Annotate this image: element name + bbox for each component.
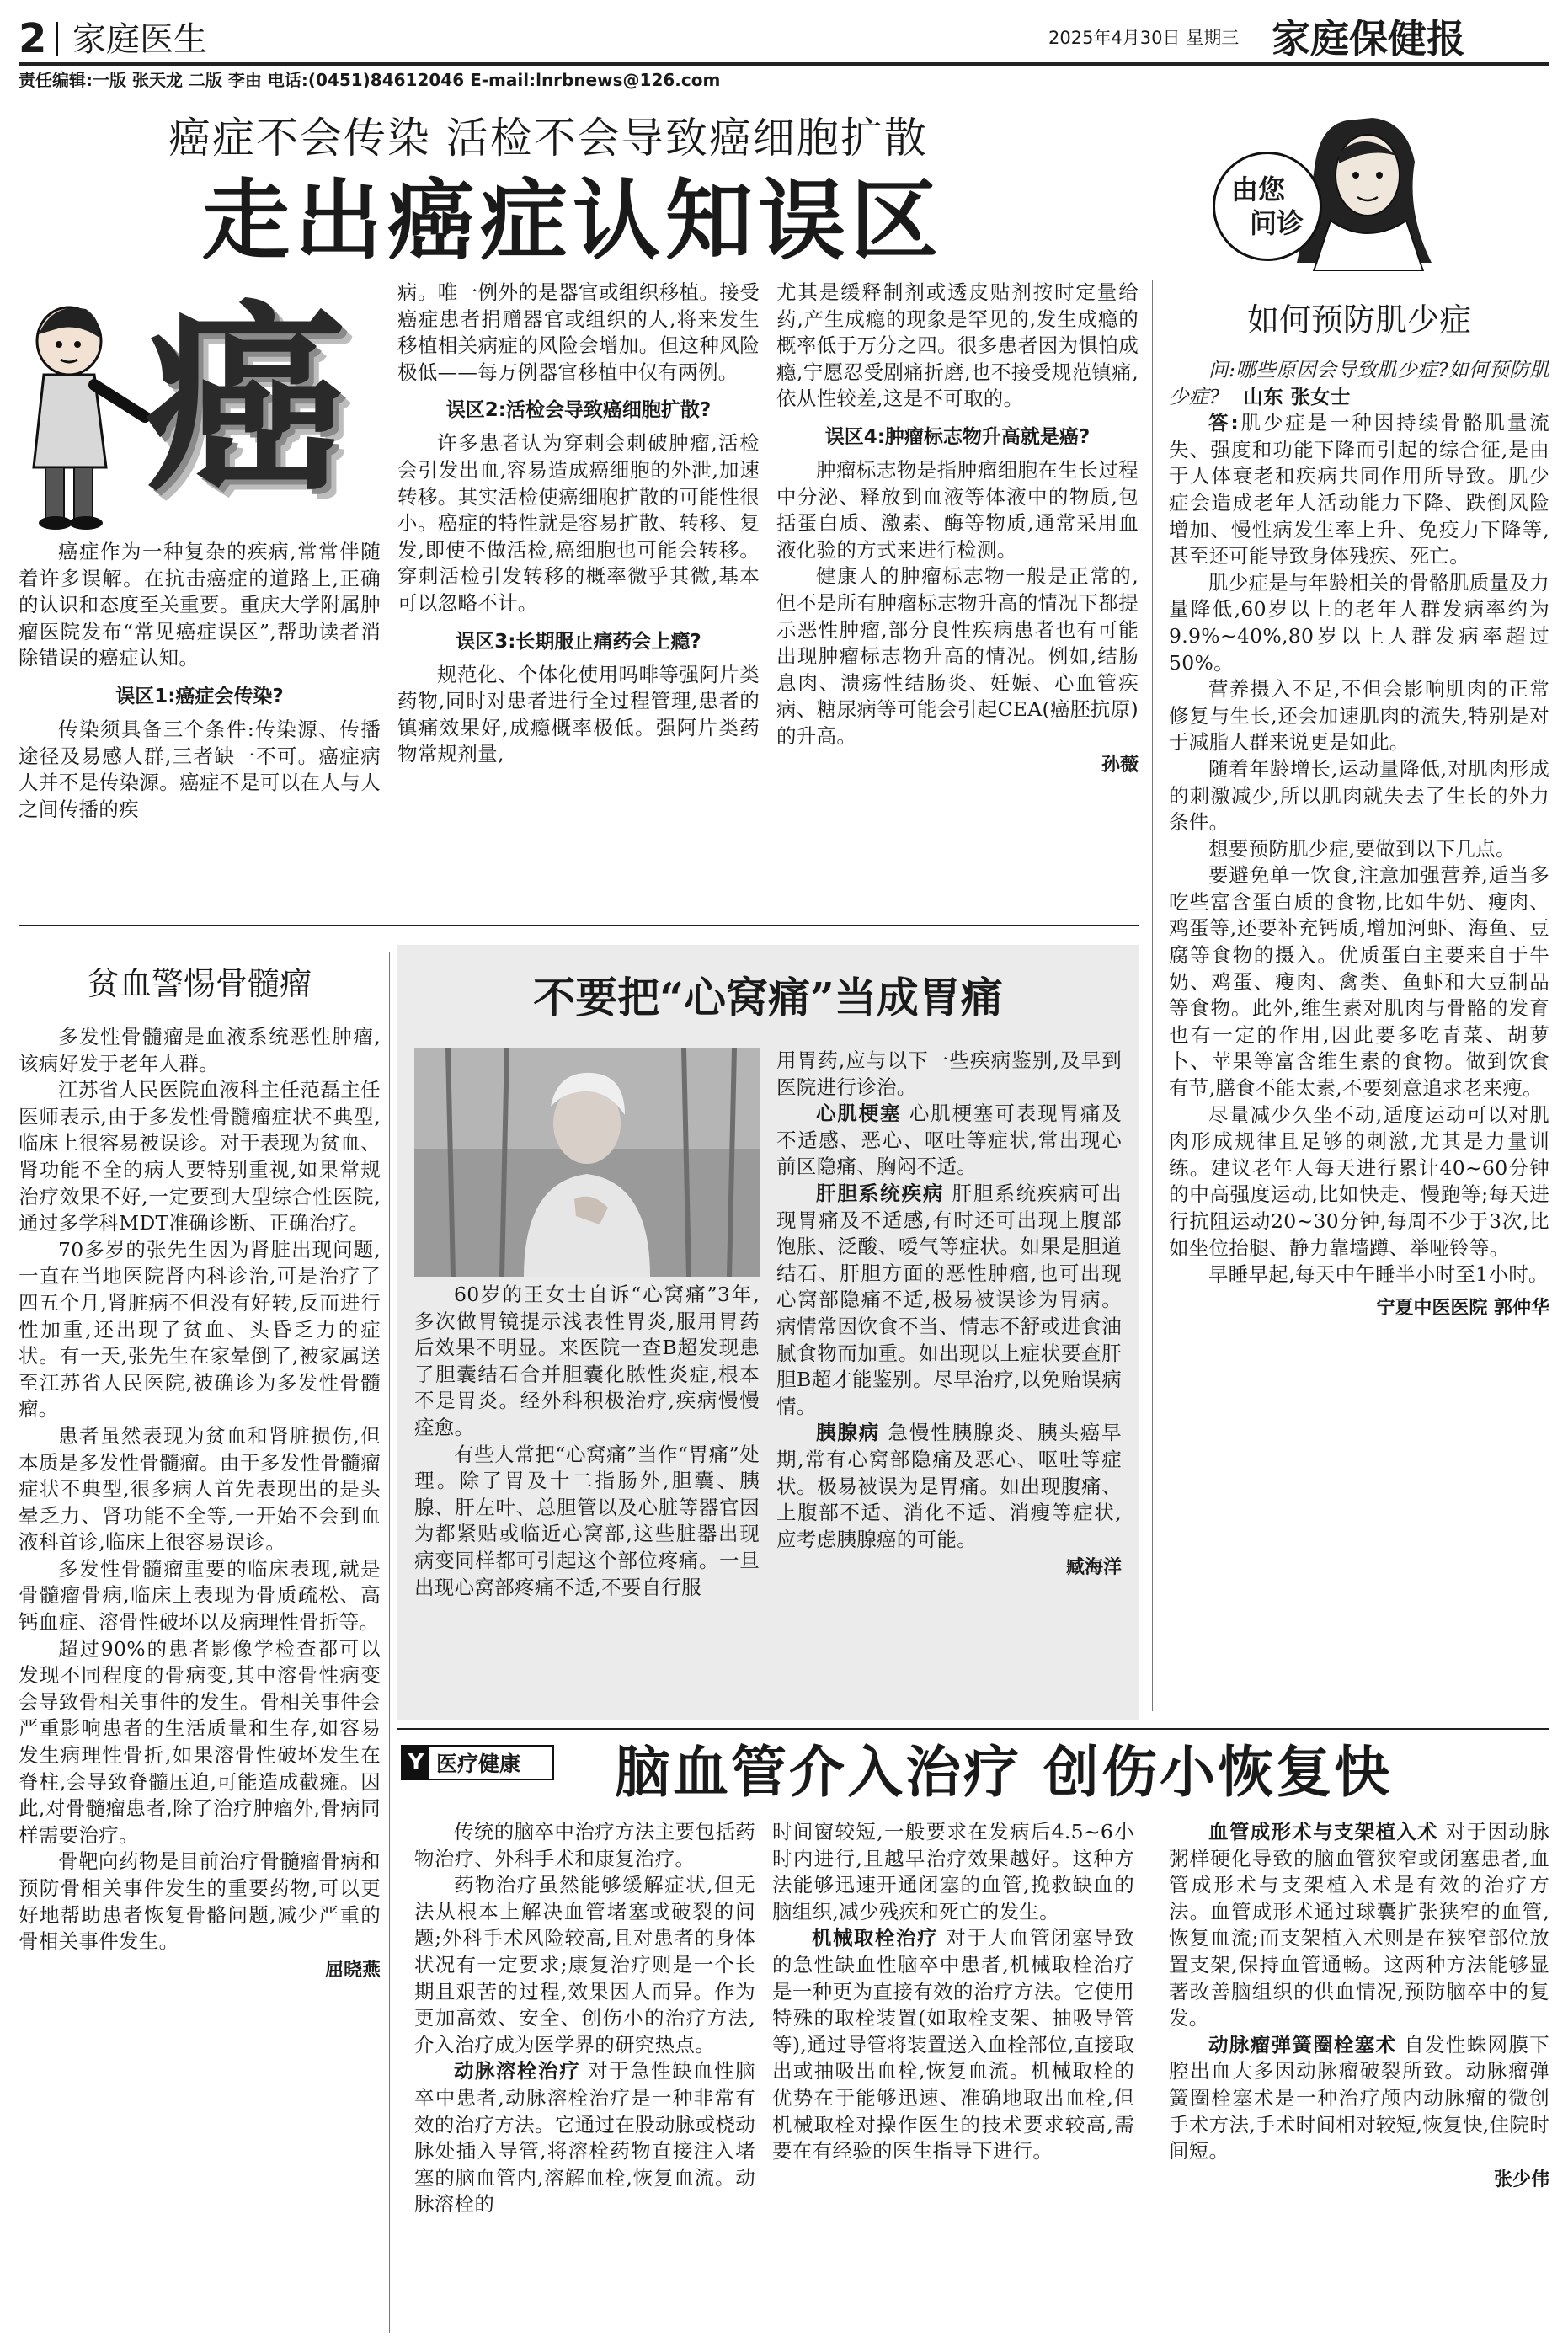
qa-answer-1 (1169, 410, 1549, 570)
cancer-myth-1-text: 传染须具备三个条件:传染源、传播途径及易感人群,三者缺一不可。癌症病人并不是传染源。癌症不是可以在人与人之间传播的疾 (19, 717, 381, 821)
stomach-author: 臧海洋 (1065, 1557, 1122, 1579)
brain-c1p1: 传统的脑卒中治疗方法主要包括药物治疗、外科手术和康复治疗。 (414, 1820, 755, 1870)
brain-column-2 (772, 1819, 1134, 2333)
qa-column (1169, 295, 1549, 1718)
anemia-p2: 江苏省人民医院血液科主任范磊主任医师表示,由于多发性骨髓瘤症状不典型,临床上很容易被误诊。对于表现为贫血、肾功能不全的病人要特别重视,如果常规治疗效果不好,一定要到大型综合性医院,通过多学科MDT准确诊断、正确治疗。 (19, 1078, 381, 1235)
anemia-divider (389, 952, 390, 2333)
qa-question-text: 问:哪些原因会导致肌少症?如何预防肌少症? (1169, 358, 1549, 408)
masthead-rule (19, 62, 1549, 66)
anemia-p7: 骨靶向药物是目前治疗骨髓瘤骨病和预防骨相关事件发生的重要药物,可以更好地帮助患者恢复骨骼问题,减少严重的骨相关事件发生。 (19, 1849, 381, 1954)
brain-tag (401, 1745, 554, 1780)
brain-top-rule (397, 1728, 1549, 1730)
qa-question (1169, 357, 1549, 410)
qa-badge (1213, 152, 1322, 261)
page-number: 2 (19, 15, 47, 62)
brain-column-1 (414, 1819, 755, 2333)
qa-answer-8: 早睡早起,每天中午睡半小时至1小时。 (1208, 1262, 1549, 1287)
brain-k4-label: 动脉瘤弹簧圈栓塞术 (1208, 2032, 1397, 2057)
cancer-myth-4-text-2: 健康人的肿瘤标志物一般是正常的,但不是所有肿瘤标志物升高的情况下都提示恶性肿瘤,部分良性疾病患者也有可能出现肿瘤标志物升高的情况。例如,结肠息肉、溃疡性结肠炎、妊娠、心血管疾病、糖尿病等可能会引起CEA(癌胚抗原)的升高。 (776, 564, 1139, 748)
cancer-column-2 (397, 280, 760, 913)
anemia-p3: 70多岁的张先生因为肾脏出现问题,一直在当地医院肾内科诊治,可是治疗了四五个月,肾脏病不但没有好转,反而进行性加重,还出现了贫血、头昏乏力的症状。有一天,张先生在家晕倒了,被家属送至江苏省人民医院,被确诊为多发性骨髓瘤。 (19, 1237, 381, 1422)
anemia-author: 屈晓燕 (324, 1959, 381, 1981)
cancer-col3-cont: 尤其是缓释制剂或透皮贴剂按时定量给药,产生成瘾的现象是罕见的,发生成瘾的概率低于万分之四。很多患者因为惧怕成瘾,宁愿忍受剧痛折磨,也不接受规范镇痛,依从性较差,这是不可取的。 (776, 280, 1139, 411)
brain-k2 (772, 1925, 1134, 2164)
stomach-title: 不要把“心窝痛”当成胃痛 (533, 973, 1003, 1022)
cancer-author: 孙薇 (1101, 754, 1139, 776)
woman-chest-pain-photo (414, 1048, 760, 1277)
cancer-col2-cont: 病。唯一例外的是器官或组织移植。接受癌症患者捐赠器官或组织的人,将来发生移植相关病症的风险会增加。但这种风险极低——每万例器官移植中仅有两例。 (397, 280, 760, 384)
brain-k3 (1169, 1819, 1549, 2032)
right-column-divider (1152, 280, 1153, 1711)
qa-answer-7: 尽量减少久坐不动,适度运动可以对肌肉形成规律且足够的刺激,尤其是力量训练。建议老年人每天进行累计40~60分钟的中高强度运动,比如快走、慢跑等;每天进行抗阻运动20~30分钟,每周不少于3次,比如坐位抬腿、静力靠墙蹲、举哑铃等。 (1169, 1102, 1549, 1260)
stomach-k1 (776, 1101, 1122, 1181)
brain-c1p2: 药物治疗虽然能够缓解症状,但无法从根本上解决血管堵塞或破裂的问题;外科手术风险较高,且对患者的身体状况有一定要求;康复治疗则是一个长期且艰苦的过程,效果因人而异。作为更加高效、安全、创伤小的治疗方法,介入治疗成为医学界的研究热点。 (414, 1873, 755, 2057)
brain-tag-label: 医疗健康 (436, 1752, 521, 1776)
brain-k1-label: 动脉溶栓治疗 (454, 2059, 581, 2083)
cancer-bottom-rule (19, 925, 1139, 926)
qa-answer-3: 营养摄入不足,不但会影响肌肉的正常修复与生长,还会加速肌肉的流失,特别是对于减脂人群来说更是如此。 (1169, 677, 1549, 755)
brain-k2-label: 机械取栓治疗 (812, 1926, 939, 1950)
anemia-p6: 超过90%的患者影像学检查都可以发现不同程度的骨病变,其中溶骨性病变会导致骨相关事件的发生。骨相关事件会严重影响患者的生活质量和生存,如容易发生病理性骨折,如果溶骨性破坏发生在脊柱,会导致脊髓压迫,可能造成截瘫。因此,对骨髓瘤患者,除了治疗肿瘤外,骨病同样需要治疗。 (19, 1636, 381, 1847)
stomach-k1-label: 心肌梗塞 (816, 1102, 902, 1126)
brain-k4-text: 自发性蛛网膜下腔出血大多因动脉瘤破裂所致。动脉瘤弹簧圈栓塞术是一种治疗颅内动脉瘤的微创手术方法,手术时间相对较短,恢复快,住院时间短。 (1169, 2032, 1549, 2163)
cancer-column-3 (776, 280, 1139, 913)
cancer-myth-3: 误区3:长期服止痛药会上瘾? (456, 630, 701, 653)
brain-k3-text: 对于因动脉粥样硬化导致的脑血管狭窄或闭塞患者,血管成形术与支架植入术是有效的治疗方法。血管成形术通过球囊扩张狭窄的血管,恢复血流;而支架植入术则是在狭窄部位放置支架,保持血管通畅。这两种方法能够显著改善脑组织的供血情况,预防脑卒中的复发。 (1169, 1820, 1549, 2030)
stomach-column-1 (414, 1282, 760, 1711)
cancer-myth-2-text: 许多患者认为穿刺会刺破肿瘤,活检会引发出血,容易造成癌细胞的外泄,加速转移。其实活检使癌细胞扩散的可能性很小。癌症的特性就是容易扩散、转移、复发,即使不做活检,癌细胞也可能会转移。穿刺活检引发转移的概率微乎其微,基本可以忽略不计。 (397, 431, 760, 615)
anemia-p5: 多发性骨髓瘤重要的临床表现,就是骨髓瘤骨病,临床上表现为骨质疏松、高钙血症、溶骨性破坏以及病理性骨折等。 (19, 1556, 381, 1635)
anemia-p4: 患者虽然表现为贫血和肾脏损伤,但本质是多发性骨髓瘤。由于多发性骨髓瘤症状不典型,很多病人首先表现出的是头晕乏力、肾功能不全等,一开始不会到血液科首诊,临床上很容易误诊。 (19, 1423, 381, 1555)
stomach-column-2 (776, 1048, 1122, 1713)
brain-author: 张少伟 (1493, 2169, 1549, 2190)
cancer-headline: 走出癌症认知误区 (202, 168, 944, 272)
stomach-photo (414, 1048, 760, 1277)
brain-k2-text: 对于大血管闭塞导致的急性缺血性脑卒中患者,机械取栓治疗是一种更为直接有效的治疗方法。它使用特殊的取栓装置(如取栓支架、抽吸导管等),通过导管将装置送入血栓部位,直接取出或抽吸出血栓,恢复血流。机械取栓的优势在于能够迅速、准确地取出血栓,但机械取栓对操作医生的技术要求较高,需要在有经验的医生指导下进行。 (772, 1926, 1134, 2163)
cancer-column-1 (19, 539, 381, 910)
qa-badge-line1: 由您 (1230, 173, 1285, 205)
stomach-p1: 60岁的王女士自诉“心窝痛”3年,多次做胃镜提示浅表性胃炎,服用胃药后效果不明显。来医院一查B超发现患了胆囊结石合并胆囊化脓性炎症,根本不是胃炎。经外科积极治疗,疾病慢慢痊愈。 (414, 1283, 760, 1439)
qa-answer-4: 随着年龄增长,运动量降低,对肌肉形成的刺激减少,所以肌肉就失去了生长的外力条件。 (1169, 756, 1549, 835)
brain-c2p1: 时间窗较短,一般要求在发病后4.5~6小时内进行,且越早治疗效果越好。这种方法能够迅速开通闭塞的血管,挽救缺血的脑组织,减少残疾和死亡的发生。 (772, 1820, 1134, 1923)
cancer-myth-4-text: 肿瘤标志物是指肿瘤细胞在生长过程中分泌、释放到血液等体液中的物质,包括蛋白质、激素、酶等物质,通常采用血液化验的方式来进行检测。 (776, 457, 1139, 562)
stomach-k1-text: 心肌梗塞可表现胃痛及不适感、恶心、呕吐等症状,常出现心前区隐痛、胸闷不适。 (776, 1102, 1122, 1179)
brain-k1-text: 对于急性缺血性脑卒中患者,动脉溶栓治疗是一种非常有效的治疗方法。它通过在股动脉或桡动脉处插入导管,将溶栓药物直接注入堵塞的脑血管内,溶解血栓,恢复血流。动脉溶栓的 (414, 2059, 755, 2217)
brain-column-3 (1169, 1819, 1549, 2333)
qa-answer-5: 想要预防肌少症,要做到以下几点。 (1208, 836, 1516, 861)
cancer-myth-1: 误区1:癌症会传染? (115, 685, 284, 707)
stomach-p3: 用胃药,应与以下一些疾病鉴别,及早到医院进行诊治。 (776, 1048, 1122, 1099)
qa-asker: 山东 张女士 (1243, 384, 1351, 408)
brain-title: 脑血管介入治疗 创伤小恢复快 (615, 1739, 1392, 1805)
qa-title: 如何预防肌少症 (1246, 301, 1471, 339)
anemia-p1: 多发性骨髓瘤是血液系统恶性肿瘤,该病好发于老年人群。 (19, 1025, 381, 1075)
qa-answer-label: 答: (1208, 411, 1240, 435)
qa-badge-line2: 问诊 (1249, 207, 1304, 239)
stomach-k2-text: 肝胆系统疾病可出现胃痛及不适感,有时还可出现上腹部饱胀、泛酸、嗳气等症状。如果是胆道结石、肝胆方面的恶性肿瘤,也可出现心窝部隐痛不适,极易被误诊为胃病。病情常因饮食不当、情志不舒或进食油腻食物而加重。如出现以上症状要查肝胆B超才能鉴别。尽早治疗,以免贻误病情。 (776, 1181, 1122, 1418)
qa-answer-2: 肌少症是与年龄相关的骨骼肌质量及力量降低,60岁以上的老年人群发病率约为9.9%~40%,80岁以上人群发病率超过50%。 (1169, 570, 1549, 675)
editor-line: 责任编辑:一版 张天龙 二版 李由 电话:(0451)84612046 E-mail:lnrbnews@126.com (19, 70, 721, 90)
cancer-deck: 癌症不会传染 活检不会导致癌细胞扩散 (168, 114, 928, 163)
brain-k1 (414, 2058, 755, 2218)
masthead-divider (56, 22, 58, 56)
stomach-k3 (776, 1420, 1122, 1553)
anemia-column (19, 960, 381, 2331)
stomach-k3-text: 急慢性胰腺炎、胰头癌早期,常有心窝部隐痛及恶心、呕吐等症状。极易被误为是胃痛。如出现腹痛、上腹部不适、消化不适、消瘦等症状,应考虑胰腺癌的可能。 (776, 1421, 1122, 1551)
brain-k4 (1169, 2032, 1549, 2165)
anemia-title: 贫血警惕骨髓瘤 (87, 965, 312, 1002)
qa-author: 宁夏中医医院 郭仲华 (1376, 1297, 1549, 1319)
cancer-myth-3-text: 规范化、个体化使用吗啡等强阿片类药物,同时对患者进行全过程管理,患者的镇痛效果好,成瘾概率极低。强阿片类药物常规剂量, (397, 662, 760, 766)
stomach-k2-label: 肝胆系统疾病 (816, 1181, 945, 1205)
stomach-p2: 有些人常把“心窝痛”当作“胃痛”处理。除了胃及十二指肠外,胆囊、胰腺、肝左叶、总胆管以及心脏等器官因为都紧贴或临近心窝部,这些脏器出现病变同样都可引起这个部位疼痛。一旦出现心窝部疼痛不适,不要自行服 (414, 1442, 760, 1599)
section-title: 家庭医生 (72, 20, 207, 59)
cancer-character: 癌 (145, 281, 348, 519)
cancer-illustration (19, 281, 381, 535)
issue-date: 2025年4月30日 星期三 (1048, 28, 1240, 48)
tag-y-icon: Y (403, 1747, 429, 1779)
qa-answer-6: 要避免单一饮食,注意加强营养,适当多吃些富含蛋白质的食物,比如牛奶、瘦肉、鸡蛋等,还要补充钙质,增加河虾、海鱼、豆腐等食物的摄入。优质蛋白主要来自于牛奶、鸡蛋、瘦肉、禽类、鱼虾和大豆制品等食物。此外,维生素对肌肉与骨骼的发育也有一定的作用,因此要多吃青菜、胡萝卜、苹果等富含维生素的食物。做到饮食有节,膳食不能太素,不要刻意追求老来瘦。 (1169, 863, 1549, 1101)
stomach-k2 (776, 1181, 1122, 1420)
qa-answer-1-text: 肌少症是一种因持续骨骼肌量流失、强度和功能下降而引起的综合征,是由于人体衰老和疾病共同作用所导致。肌少症会造成老年人活动能力下降、跌倒风险增加、慢性病发生率上升、免疫力下降等,甚至还可能导致身体残疾、死亡。 (1169, 411, 1549, 568)
cancer-myth-4: 误区4:肿瘤标志物升高就是癌? (824, 425, 1091, 448)
cancer-intro: 癌症作为一种复杂的疾病,常常伴随着许多误解。在抗击癌症的道路上,正确的认识和态度至关重要。重庆大学附属肿瘤医院发布“常见癌症误区”,帮助读者消除错误的癌症认知。 (19, 540, 381, 670)
cancer-myth-2: 误区2:活检会导致癌细胞扩散? (445, 399, 712, 422)
paper-name: 家庭保健报 (1272, 16, 1465, 61)
stomach-k3-label: 胰腺病 (816, 1421, 881, 1445)
brain-k3-label: 血管成形术与支架植入术 (1208, 1820, 1439, 1843)
